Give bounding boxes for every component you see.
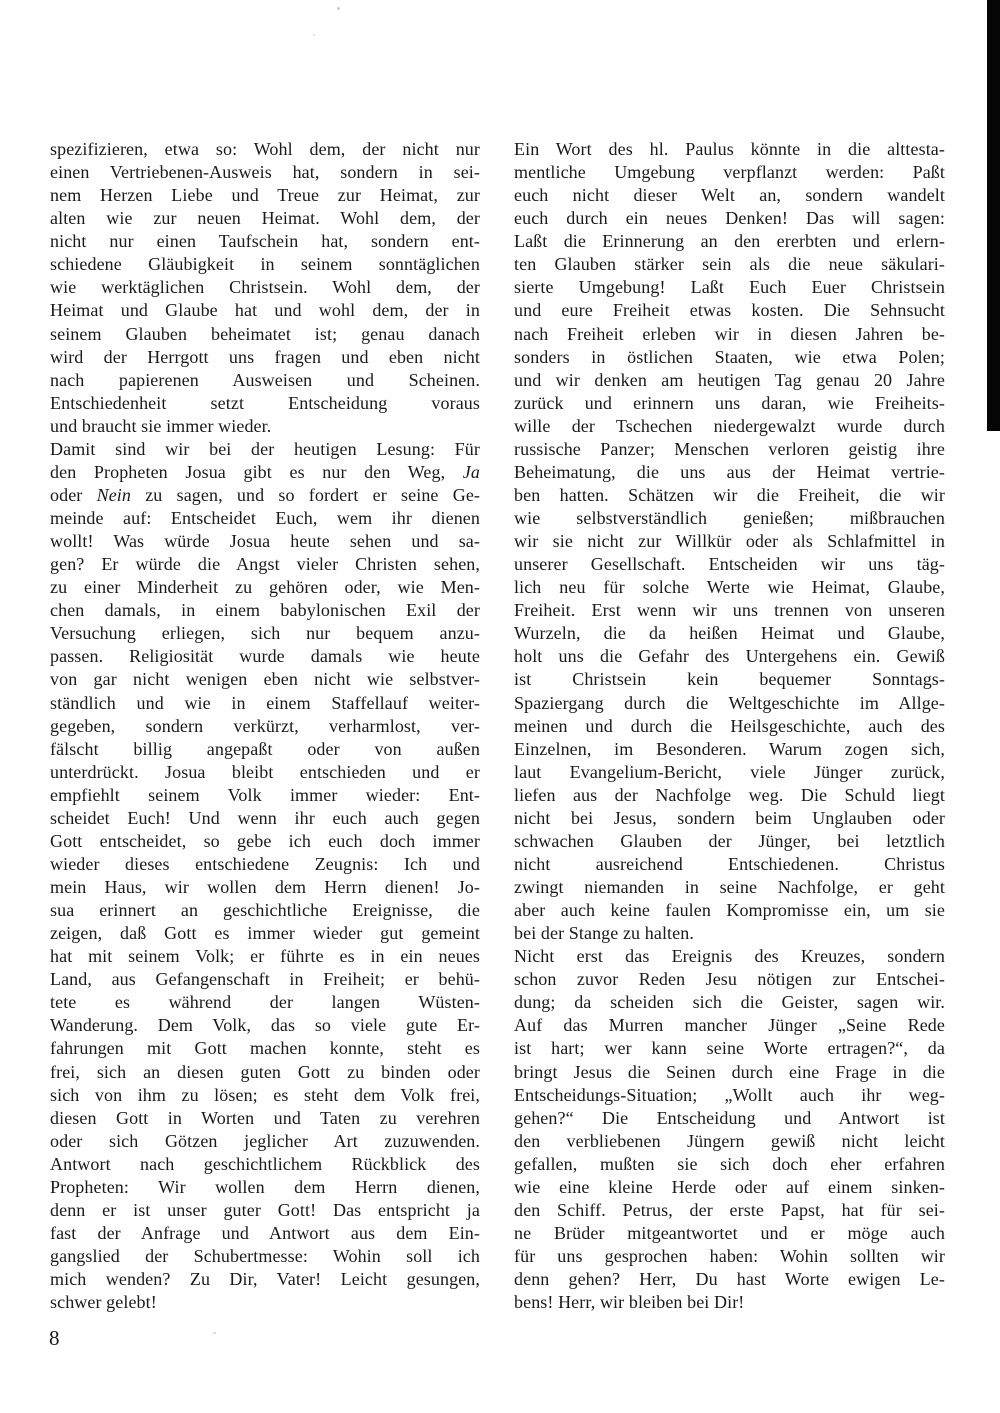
scan-artifact-bar (987, 0, 1000, 431)
text-line: und eure Freiheit etwas kosten. Die Sehnsucht (514, 300, 945, 321)
text-line: ständlich und wie in einem Staffellauf weiter- (50, 692, 480, 713)
text-line: Gott entscheidet, so gebe ich euch doch immer (50, 830, 480, 851)
text-line: wird der Herrgott uns fragen und eben nicht (50, 346, 480, 367)
text-line: sierte Umgebung! Laßt Euch Euer Christsein (514, 277, 945, 298)
text-line: hat mit seinem Volk; er führte es in ein neues (50, 946, 480, 967)
text-line: gegeben, sondern verkürzt, verharmlost, ver- (50, 715, 480, 736)
paragraph (514, 945, 945, 1314)
text-line: schwer gelebt! (50, 1292, 157, 1313)
scan-speck (213, 1332, 216, 1334)
text-line: wir sie nicht zur Willkür oder als Schlafmittel in (514, 531, 945, 552)
text-line: tete es während der langen Wüsten- (50, 992, 480, 1013)
text-line: sonders in östlichen Staaten, wie etwa Polen; (514, 346, 945, 367)
text-line: aber auch keine faulen Kompromisse ein, um sie (514, 900, 945, 921)
text-line: Propheten: Wir wollen dem Herrn dienen, (50, 1176, 480, 1197)
text-line: euch nicht dieser Welt an, sondern wandelt (514, 185, 945, 206)
text-line: frei, sich an diesen guten Gott zu binden oder (50, 1061, 480, 1082)
text-line: gangslied der Schubertmesse: Wohin soll ich (50, 1246, 480, 1266)
text-line: Einzelnen, im Besonderen. Warum zogen sich, (514, 738, 945, 759)
text-line: für uns gesprochen haben: Wohin sollten wir (514, 1246, 945, 1266)
text-line: Freiheit. Erst wenn wir uns trennen von unseren (514, 600, 945, 621)
text-line: sich von ihm zu lösen; es steht dem Volk frei, (50, 1084, 480, 1105)
text-line: Heimat und Glaube hat und wohl dem, der in (50, 300, 480, 321)
text-line: den Propheten Josua gibt es nur den Weg, Ja (50, 461, 480, 482)
text-line: dung; da scheiden sich die Geister, sagen wir. (514, 992, 945, 1013)
text-line: nach papierenen Ausweisen und Scheinen. (50, 369, 480, 390)
text-line: Laßt die Erinnerung an den ererbten und erlern- (514, 231, 945, 252)
text-line: Wurzeln, die da heißen Heimat und Glaube, (514, 623, 945, 644)
text-line: den Schiff. Petrus, der erste Papst, hat für sei- (514, 1199, 945, 1220)
text-line: scheidet Euch! Und wenn ihr euch auch gegen (50, 807, 480, 828)
text-line: bei der Stange zu halten. (514, 923, 694, 944)
text-line: Nicht erst das Ereignis des Kreuzes, sondern (514, 946, 945, 967)
text-line: spezifizieren, etwa so: Wohl dem, der nicht nur (50, 139, 480, 159)
text-line: Land, aus Gefangenschaft in Freiheit; er behü- (50, 969, 480, 990)
text-line: euch durch ein neues Denken! Das will sagen: (514, 208, 945, 229)
text-line: nicht nur einen Taufschein hat, sondern ent- (50, 231, 480, 252)
text-line: bens! Herr, wir bleiben bei Dir! (514, 1292, 745, 1313)
paragraph (50, 138, 480, 438)
text-line: seinem Glauben beheimatet ist; genau danach (50, 323, 480, 344)
text-line: Versuchung erliegen, sich nur bequem anzu- (50, 623, 480, 644)
text-line: denn gehen? Herr, Du hast Worte ewigen Le- (514, 1269, 945, 1290)
text-line: russische Panzer; Menschen verloren geistig ihre (514, 438, 945, 459)
text-line: fast der Anfrage und Antwort aus dem Ein- (50, 1222, 480, 1243)
text-line: denn er ist unser guter Gott! Das entspricht ja (50, 1199, 480, 1220)
text-line: holt uns die Gefahr des Untergehens ein. Gewiß (514, 646, 945, 667)
text-line: Damit sind wir bei der heutigen Lesung: Für (50, 438, 480, 459)
text-line: Entschiedenheit setzt Entscheidung voraus (50, 392, 480, 413)
text-line: wieder dieses entschiedene Zeugnis: Ich und (50, 853, 480, 874)
text-line: und wir denken am heutigen Tag genau 20 Jahre (514, 369, 945, 390)
text-line: oder Nein zu sagen, und so fordert er seine Ge- (50, 484, 481, 505)
text-line: chen damals, in einem babylonischen Exil der (50, 600, 480, 621)
text-line: mich wenden? Zu Dir, Vater! Leicht gesungen, (50, 1269, 480, 1290)
text-line: bringt Jesus die Seinen durch eine Frage in die (514, 1061, 945, 1082)
scan-speck (313, 34, 315, 36)
text-line: meinen und durch die Heilsgeschichte, auch des (514, 715, 945, 736)
text-line: laut Evangelium-Bericht, viele Jünger zurück, (514, 761, 945, 782)
text-line: oder sich Götzen jeglicher Art zuzuwenden. (50, 1130, 480, 1151)
text-line: wille der Tschechen niedergewalzt wurde durch (514, 415, 945, 436)
text-line: gen? Er würde die Angst vieler Christen sehen, (50, 554, 480, 575)
text-line: lich neu für solche Werte wie Heimat, Glaube, (514, 577, 945, 598)
text-line: wie eine kleine Herde oder auf einem sinken- (514, 1176, 945, 1197)
text-line: ist Christsein kein bequemer Sonntags- (514, 669, 945, 690)
text-line: gehen?“ Die Entscheidung und Antwort ist (514, 1107, 945, 1128)
scan-speck (337, 7, 340, 10)
text-line: empfiehlt seinem Volk immer wieder: Ent- (50, 784, 480, 805)
text-column-left (50, 138, 480, 1314)
paragraph (514, 138, 945, 945)
text-line: meinde auf: Entscheidet Euch, wem ihr dienen (50, 508, 480, 528)
text-line: ist hart; wer kann seine Worte ertragen?“, da (514, 1038, 945, 1059)
text-line: wollt! Was würde Josua heute sehen und sa- (50, 531, 480, 552)
text-line: schiedene Gläubigkeit in seinem sonntäglichen (50, 254, 480, 275)
text-line: Spaziergang durch die Weltgeschichte im Allge- (514, 692, 945, 713)
text-line: nem Herzen Liebe und Treue zur Heimat, zur (50, 185, 480, 206)
text-line: Entscheidungs-Situation; „Wollt auch ihr weg- (514, 1084, 945, 1105)
text-line: wie selbstverständlich genießen; mißbrauchen (514, 508, 945, 528)
text-line: und braucht sie immer wieder. (50, 415, 272, 436)
text-line: fahrungen mit Gott machen konnte, steht es (50, 1038, 480, 1059)
text-line: unserer Gesellschaft. Entscheiden wir uns täg- (514, 554, 945, 575)
text-line: sua erinnert an geschichtliche Ereignisse, die (50, 900, 480, 921)
text-line: den verbliebenen Jüngern gewiß nicht leicht (514, 1130, 945, 1151)
text-line: schwachen Glauben der Jünger, bei letztlich (514, 830, 945, 851)
text-line: zu einer Minderheit zu gehören oder, wie Men- (50, 577, 480, 598)
paragraph (50, 438, 480, 1314)
text-line: Beheimatung, die uns aus der Heimat vertrie- (514, 461, 945, 482)
text-line: wie werktäglichen Christsein. Wohl dem, der (50, 277, 480, 298)
text-line: Auf das Murren mancher Jünger „Seine Rede (514, 1015, 945, 1036)
text-line: schon zuvor Reden Jesu nötigen zur Entschei- (514, 969, 945, 990)
text-line: mentliche Umgebung verpflanzt werden: Paßt (514, 162, 945, 183)
text-line: mein Haus, wir wollen dem Herrn dienen! Jo- (50, 877, 480, 897)
text-line: einen Vertriebenen-Ausweis hat, sondern in sei- (50, 162, 480, 183)
text-line: liefen aus der Nachfolge weg. Die Schuld liegt (514, 784, 945, 805)
text-line: ben hatten. Schätzen wir die Freiheit, die wir (514, 484, 945, 505)
text-line: Wanderung. Dem Volk, das so viele gute Er- (50, 1015, 480, 1036)
text-line: nicht ausreichend Entschiedenen. Christus (514, 853, 945, 874)
text-line: nach Freiheit erleben wir in diesen Jahren be- (514, 323, 945, 344)
text-line: nicht bei Jesus, sondern beim Unglauben oder (514, 807, 945, 828)
text-line: von gar nicht wenigen eben nicht wie selbstver- (50, 669, 480, 690)
text-line: fälscht billig angepaßt oder von außen (50, 738, 480, 759)
text-line: Ein Wort des hl. Paulus könnte in die alttesta- (514, 139, 945, 159)
text-line: Antwort nach geschichtlichem Rückblick des (50, 1153, 480, 1174)
page-number: 8 (49, 1326, 60, 1350)
text-line: alten wie zur neuen Heimat. Wohl dem, der (50, 208, 480, 229)
text-line: zwingt niemanden in seine Nachfolge, er geht (514, 877, 945, 897)
text-line: diesen Gott in Worten und Taten zu verehren (50, 1107, 480, 1128)
text-line: zeigen, daß Gott es immer wieder gut gemeint (50, 923, 480, 944)
text-line: gefallen, mußten sie sich doch eher erfahren (514, 1153, 945, 1174)
text-line: zurück und erinnern uns daran, wie Freiheits- (514, 392, 945, 413)
text-line: ne Brüder mitgeantwortet und er möge auch (514, 1222, 945, 1243)
text-column-right (514, 138, 945, 1314)
text-line: passen. Religiosität wurde damals wie heute (50, 646, 480, 667)
text-line: unterdrückt. Josua bleibt entschieden und er (50, 761, 480, 782)
text-line: ten Glauben stärker sein als die neue säkulari- (514, 254, 945, 275)
